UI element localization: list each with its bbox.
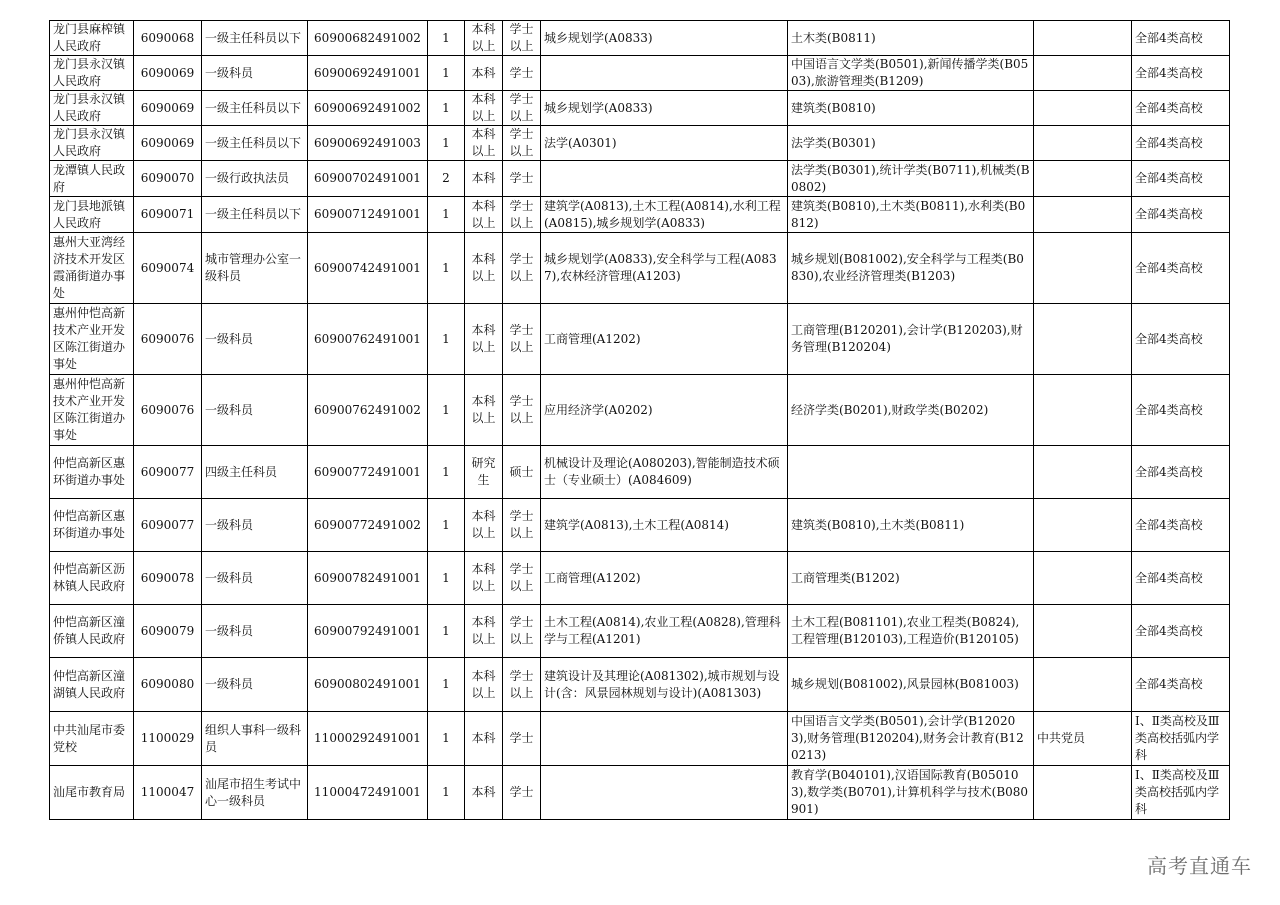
- degree-cell: 学士以上: [503, 605, 541, 658]
- education-cell: 本科以上: [465, 233, 503, 304]
- education-cell: 本科以上: [465, 605, 503, 658]
- graduate-major-cell: 城乡规划学(A0833): [541, 91, 788, 126]
- undergraduate-major-cell: 土木类(B0811): [788, 21, 1034, 56]
- position-name-cell: 一级科员: [202, 552, 308, 605]
- other-requirement-cell: [1034, 233, 1132, 304]
- position-code-cell: 60900762491001: [308, 304, 428, 375]
- graduate-major-cell: 土木工程(A0814),农业工程(A0828),管理科学与工程(A1201): [541, 605, 788, 658]
- undergraduate-major-cell: 建筑类(B0810),土木类(B0811),水利类(B0812): [788, 197, 1034, 233]
- degree-cell: 学士以上: [503, 197, 541, 233]
- unit-name-cell: 惠州仲恺高新技术产业开发区陈江街道办事处: [50, 375, 134, 446]
- watermark-logo: 高考直通车: [1147, 854, 1252, 878]
- other-requirement-cell: [1034, 126, 1132, 161]
- education-cell: 本科以上: [465, 197, 503, 233]
- position-code-cell: 60900792491001: [308, 605, 428, 658]
- unit-name-cell: 仲恺高新区潼侨镇人民政府: [50, 605, 134, 658]
- graduate-major-cell: [541, 161, 788, 197]
- position-code-cell: 60900802491001: [308, 658, 428, 712]
- unit-code-cell: 6090076: [134, 304, 202, 375]
- undergraduate-major-cell: 工商管理(B120201),会计学(B120203),财务管理(B120204): [788, 304, 1034, 375]
- table-row: [50, 304, 1230, 375]
- position-name-cell: 一级科员: [202, 499, 308, 552]
- graduate-major-cell: [541, 712, 788, 766]
- degree-cell: 学士: [503, 712, 541, 766]
- headcount-cell: 2: [428, 161, 465, 197]
- school-type-cell: 全部4类高校: [1132, 658, 1230, 712]
- position-name-cell: 一级科员: [202, 375, 308, 446]
- unit-code-cell: 6090068: [134, 21, 202, 56]
- headcount-cell: 1: [428, 446, 465, 499]
- unit-name-cell: 龙门县永汉镇人民政府: [50, 126, 134, 161]
- education-cell: 本科以上: [465, 499, 503, 552]
- degree-cell: 学士以上: [503, 126, 541, 161]
- unit-code-cell: 6090071: [134, 197, 202, 233]
- unit-name-cell: 龙潭镇人民政府: [50, 161, 134, 197]
- position-name-cell: 一级科员: [202, 605, 308, 658]
- unit-code-cell: 6090074: [134, 233, 202, 304]
- other-requirement-cell: [1034, 446, 1132, 499]
- table-row: [50, 233, 1230, 304]
- table-row: [50, 197, 1230, 233]
- graduate-major-cell: 工商管理(A1202): [541, 552, 788, 605]
- graduate-major-cell: 工商管理(A1202): [541, 304, 788, 375]
- position-code-cell: 60900782491001: [308, 552, 428, 605]
- other-requirement-cell: [1034, 552, 1132, 605]
- education-cell: 本科以上: [465, 91, 503, 126]
- unit-code-cell: 6090077: [134, 499, 202, 552]
- school-type-cell: 全部4类高校: [1132, 56, 1230, 91]
- undergraduate-major-cell: 城乡规划(B081002),风景园林(B081003): [788, 658, 1034, 712]
- headcount-cell: 1: [428, 126, 465, 161]
- undergraduate-major-cell: 建筑类(B0810),土木类(B0811): [788, 499, 1034, 552]
- headcount-cell: 1: [428, 233, 465, 304]
- degree-cell: 学士以上: [503, 552, 541, 605]
- undergraduate-major-cell: 建筑类(B0810): [788, 91, 1034, 126]
- graduate-major-cell: 城乡规划学(A0833): [541, 21, 788, 56]
- unit-code-cell: 6090069: [134, 56, 202, 91]
- unit-name-cell: 仲恺高新区惠环街道办事处: [50, 446, 134, 499]
- education-cell: 本科以上: [465, 552, 503, 605]
- other-requirement-cell: 中共党员: [1034, 712, 1132, 766]
- headcount-cell: 1: [428, 712, 465, 766]
- table-row: [50, 712, 1230, 766]
- other-requirement-cell: [1034, 658, 1132, 712]
- unit-name-cell: 龙门县麻榨镇人民政府: [50, 21, 134, 56]
- unit-code-cell: 6090078: [134, 552, 202, 605]
- position-name-cell: 城市管理办公室一级科员: [202, 233, 308, 304]
- table-row: [50, 499, 1230, 552]
- undergraduate-major-cell: 城乡规划(B081002),安全科学与工程类(B0830),农业经济管理类(B1203): [788, 233, 1034, 304]
- degree-cell: 硕士: [503, 446, 541, 499]
- table-row: [50, 56, 1230, 91]
- table-row: [50, 161, 1230, 197]
- education-cell: 本科: [465, 161, 503, 197]
- education-cell: 本科以上: [465, 375, 503, 446]
- education-cell: 研究生: [465, 446, 503, 499]
- unit-code-cell: 6090079: [134, 605, 202, 658]
- position-name-cell: 四级主任科员: [202, 446, 308, 499]
- school-type-cell: 全部4类高校: [1132, 233, 1230, 304]
- undergraduate-major-cell: 中国语言文学类(B0501),会计学(B120203),财务管理(B120204),财务会计教育(B120213): [788, 712, 1034, 766]
- unit-code-cell: 6090080: [134, 658, 202, 712]
- degree-cell: 学士以上: [503, 375, 541, 446]
- school-type-cell: Ⅰ、Ⅱ类高校及Ⅲ类高校括弧内学科: [1132, 766, 1230, 820]
- school-type-cell: Ⅰ、Ⅱ类高校及Ⅲ类高校括弧内学科: [1132, 712, 1230, 766]
- headcount-cell: 1: [428, 56, 465, 91]
- unit-code-cell: 6090069: [134, 91, 202, 126]
- unit-name-cell: 中共汕尾市委党校: [50, 712, 134, 766]
- unit-code-cell: 6090070: [134, 161, 202, 197]
- positions-table: [49, 20, 1230, 820]
- position-code-cell: 60900712491001: [308, 197, 428, 233]
- unit-name-cell: 龙门县地派镇人民政府: [50, 197, 134, 233]
- position-name-cell: 组织人事科一级科员: [202, 712, 308, 766]
- position-code-cell: 60900692491001: [308, 56, 428, 91]
- undergraduate-major-cell: 法学类(B0301): [788, 126, 1034, 161]
- other-requirement-cell: [1034, 605, 1132, 658]
- school-type-cell: 全部4类高校: [1132, 446, 1230, 499]
- position-code-cell: 60900772491002: [308, 499, 428, 552]
- school-type-cell: 全部4类高校: [1132, 91, 1230, 126]
- headcount-cell: 1: [428, 304, 465, 375]
- graduate-major-cell: 应用经济学(A0202): [541, 375, 788, 446]
- position-code-cell: 60900692491003: [308, 126, 428, 161]
- other-requirement-cell: [1034, 161, 1132, 197]
- undergraduate-major-cell: 法学类(B0301),统计学类(B0711),机械类(B0802): [788, 161, 1034, 197]
- headcount-cell: 1: [428, 21, 465, 56]
- unit-name-cell: 龙门县永汉镇人民政府: [50, 56, 134, 91]
- position-name-cell: 一级主任科员以下: [202, 126, 308, 161]
- table-row: [50, 375, 1230, 446]
- unit-code-cell: 1100047: [134, 766, 202, 820]
- graduate-major-cell: 城乡规划学(A0833),安全科学与工程(A0837),农林经济管理(A1203): [541, 233, 788, 304]
- graduate-major-cell: 法学(A0301): [541, 126, 788, 161]
- undergraduate-major-cell: 中国语言文学类(B0501),新闻传播学类(B0503),旅游管理类(B1209): [788, 56, 1034, 91]
- unit-name-cell: 惠州仲恺高新技术产业开发区陈江街道办事处: [50, 304, 134, 375]
- school-type-cell: 全部4类高校: [1132, 552, 1230, 605]
- education-cell: 本科以上: [465, 658, 503, 712]
- graduate-major-cell: [541, 766, 788, 820]
- unit-name-cell: 汕尾市教育局: [50, 766, 134, 820]
- headcount-cell: 1: [428, 605, 465, 658]
- education-cell: 本科以上: [465, 304, 503, 375]
- school-type-cell: 全部4类高校: [1132, 197, 1230, 233]
- education-cell: 本科: [465, 712, 503, 766]
- position-name-cell: 一级科员: [202, 56, 308, 91]
- position-code-cell: 60900692491002: [308, 91, 428, 126]
- position-name-cell: 一级主任科员以下: [202, 91, 308, 126]
- table-row: [50, 91, 1230, 126]
- position-code-cell: 60900772491001: [308, 446, 428, 499]
- school-type-cell: 全部4类高校: [1132, 605, 1230, 658]
- unit-name-cell: 仲恺高新区惠环街道办事处: [50, 499, 134, 552]
- unit-name-cell: 仲恺高新区沥林镇人民政府: [50, 552, 134, 605]
- other-requirement-cell: [1034, 21, 1132, 56]
- undergraduate-major-cell: 经济学类(B0201),财政学类(B0202): [788, 375, 1034, 446]
- school-type-cell: 全部4类高校: [1132, 126, 1230, 161]
- headcount-cell: 1: [428, 197, 465, 233]
- undergraduate-major-cell: 工商管理类(B1202): [788, 552, 1034, 605]
- degree-cell: 学士: [503, 56, 541, 91]
- unit-code-cell: 6090076: [134, 375, 202, 446]
- degree-cell: 学士以上: [503, 21, 541, 56]
- position-name-cell: 汕尾市招生考试中心一级科员: [202, 766, 308, 820]
- position-code-cell: 60900742491001: [308, 233, 428, 304]
- position-name-cell: 一级主任科员以下: [202, 197, 308, 233]
- school-type-cell: 全部4类高校: [1132, 375, 1230, 446]
- other-requirement-cell: [1034, 499, 1132, 552]
- undergraduate-major-cell: 土木工程(B081101),农业工程类(B0824),工程管理(B120103),工程造价(B120105): [788, 605, 1034, 658]
- education-cell: 本科: [465, 766, 503, 820]
- position-name-cell: 一级科员: [202, 304, 308, 375]
- other-requirement-cell: [1034, 304, 1132, 375]
- school-type-cell: 全部4类高校: [1132, 499, 1230, 552]
- position-name-cell: 一级主任科员以下: [202, 21, 308, 56]
- headcount-cell: 1: [428, 91, 465, 126]
- position-code-cell: 11000292491001: [308, 712, 428, 766]
- position-code-cell: 60900702491001: [308, 161, 428, 197]
- school-type-cell: 全部4类高校: [1132, 304, 1230, 375]
- education-cell: 本科以上: [465, 21, 503, 56]
- undergraduate-major-cell: 教育学(B040101),汉语国际教育(B050103),数学类(B0701),计算机科学与技术(B080901): [788, 766, 1034, 820]
- headcount-cell: 1: [428, 499, 465, 552]
- degree-cell: 学士以上: [503, 499, 541, 552]
- education-cell: 本科以上: [465, 126, 503, 161]
- degree-cell: 学士: [503, 161, 541, 197]
- graduate-major-cell: [541, 56, 788, 91]
- degree-cell: 学士以上: [503, 658, 541, 712]
- position-name-cell: 一级科员: [202, 658, 308, 712]
- education-cell: 本科: [465, 56, 503, 91]
- school-type-cell: 全部4类高校: [1132, 21, 1230, 56]
- position-code-cell: 60900682491002: [308, 21, 428, 56]
- table-row: [50, 126, 1230, 161]
- other-requirement-cell: [1034, 197, 1132, 233]
- headcount-cell: 1: [428, 552, 465, 605]
- graduate-major-cell: 建筑设计及其理论(A081302),城市规划与设计(含：风景园林规划与设计)(A081303): [541, 658, 788, 712]
- table-row: [50, 605, 1230, 658]
- table-row: [50, 21, 1230, 56]
- position-code-cell: 60900762491002: [308, 375, 428, 446]
- headcount-cell: 1: [428, 658, 465, 712]
- headcount-cell: 1: [428, 375, 465, 446]
- unit-code-cell: 6090069: [134, 126, 202, 161]
- undergraduate-major-cell: [788, 446, 1034, 499]
- table-row: [50, 658, 1230, 712]
- graduate-major-cell: 机械设计及理论(A080203),智能制造技术硕士（专业硕士）(A084609): [541, 446, 788, 499]
- unit-code-cell: 6090077: [134, 446, 202, 499]
- table-row: [50, 766, 1230, 820]
- unit-name-cell: 龙门县永汉镇人民政府: [50, 91, 134, 126]
- degree-cell: 学士以上: [503, 304, 541, 375]
- other-requirement-cell: [1034, 766, 1132, 820]
- unit-name-cell: 仲恺高新区潼湖镇人民政府: [50, 658, 134, 712]
- graduate-major-cell: 建筑学(A0813),土木工程(A0814),水利工程(A0815),城乡规划学(A0833): [541, 197, 788, 233]
- school-type-cell: 全部4类高校: [1132, 161, 1230, 197]
- table-row: [50, 446, 1230, 499]
- other-requirement-cell: [1034, 375, 1132, 446]
- graduate-major-cell: 建筑学(A0813),土木工程(A0814): [541, 499, 788, 552]
- headcount-cell: 1: [428, 766, 465, 820]
- other-requirement-cell: [1034, 56, 1132, 91]
- other-requirement-cell: [1034, 91, 1132, 126]
- unit-name-cell: 惠州大亚湾经济技术开发区霞涌街道办事处: [50, 233, 134, 304]
- unit-code-cell: 1100029: [134, 712, 202, 766]
- position-code-cell: 11000472491001: [308, 766, 428, 820]
- table-row: [50, 552, 1230, 605]
- position-name-cell: 一级行政执法员: [202, 161, 308, 197]
- degree-cell: 学士: [503, 766, 541, 820]
- degree-cell: 学士以上: [503, 233, 541, 304]
- degree-cell: 学士以上: [503, 91, 541, 126]
